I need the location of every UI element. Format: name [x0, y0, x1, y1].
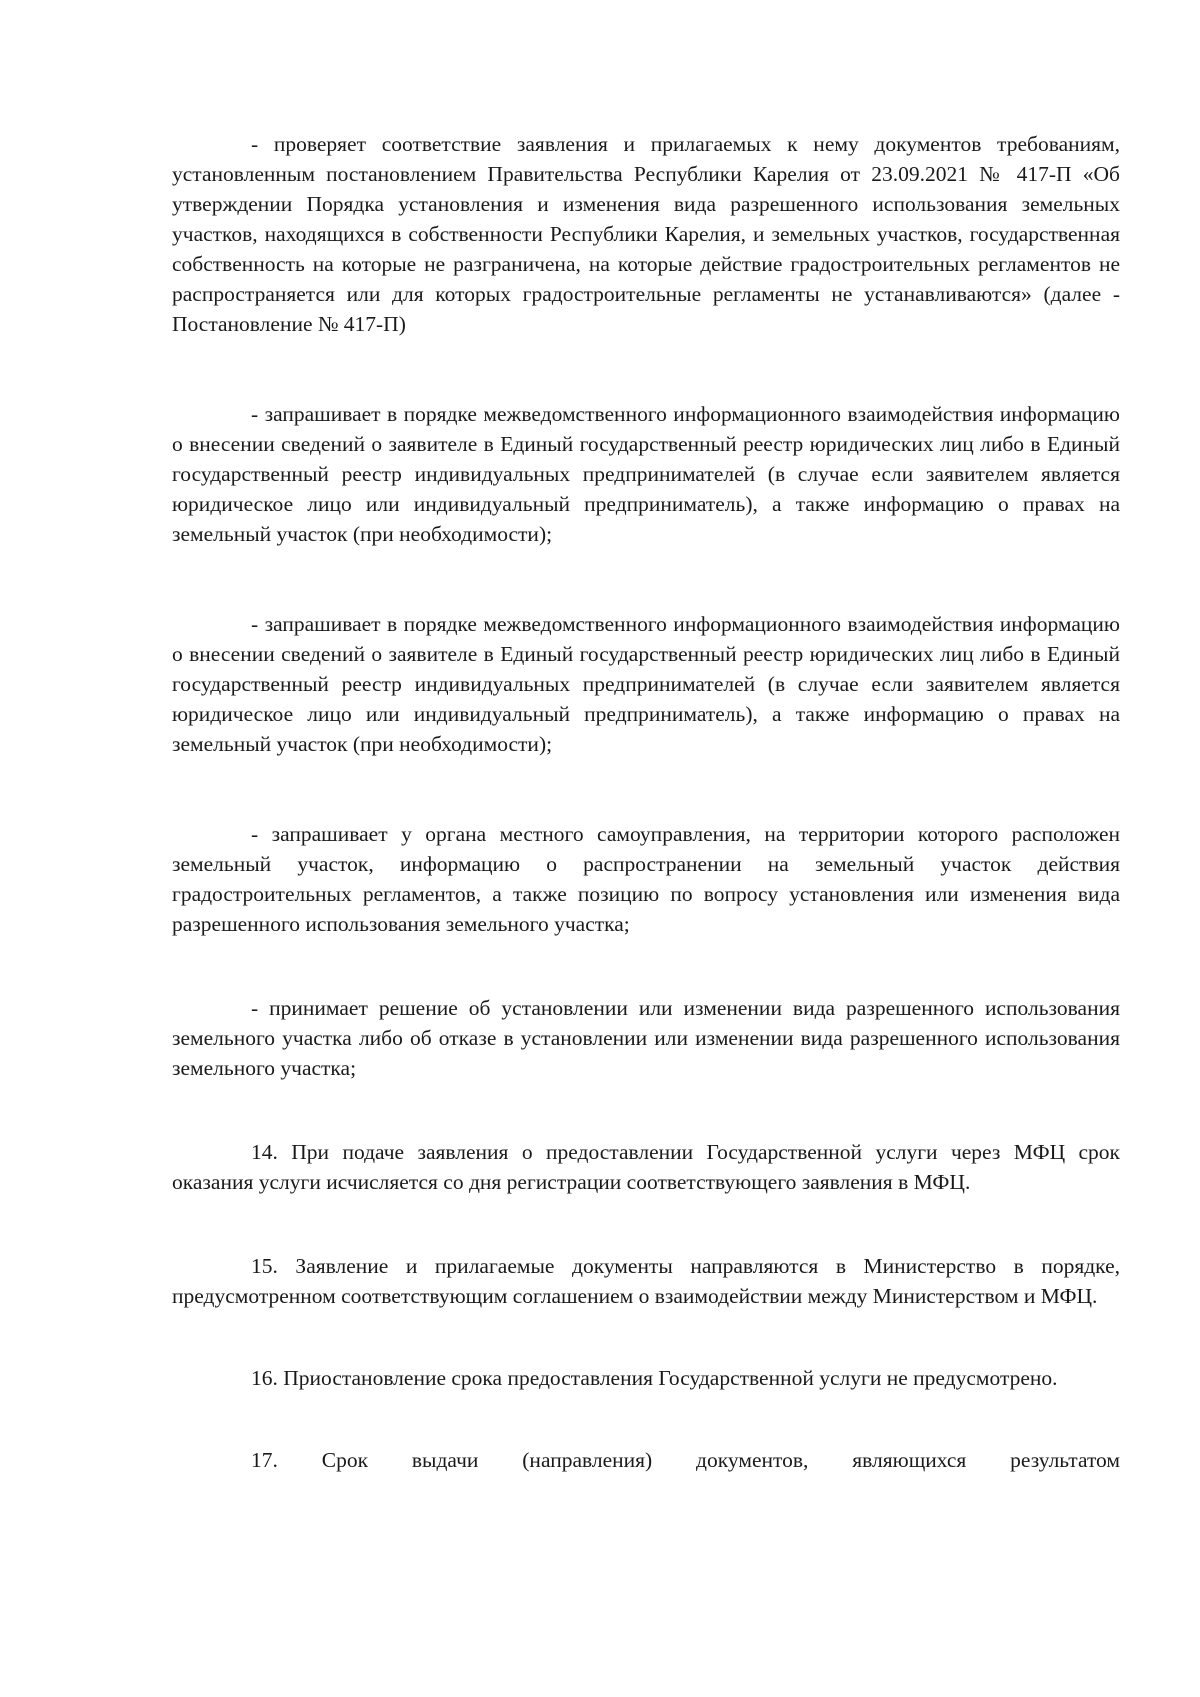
paragraph-item-16: 16. Приостановление срока предоставления Государственной услуги не предусмотрено. [251, 1366, 1058, 1390]
paragraph-interagency-request-1: - запрашивает в порядке межведомственного информационного взаимодействия информацию о внесении сведений о заявителе в Единый государственный реестр юридических лиц либо в Единый государственный реестр индивидуальных предпринимателей (в случае если заявителем является юридическое лицо или индивидуальный предприниматель), а также информацию о правах на земельный участок (при необходимости); [172, 402, 1120, 546]
paragraph-checks-compliance: - проверяет соответствие заявления и прилагаемых к нему документов требованиям, установленным постановлением Правительства Республики Карелия от 23.09.2021 № 417-П «Об утверждении Порядка установления и изменения вида разрешенного использования земельных участков, находящихся в собственности Республики Карелия, и земельных участков, государственная собственность на которые не разграничена, на которые действие градостроительных регламентов не распространяется или для которых градостроительные регламенты не устанавливаются» (далее - Постановление № 417-П) [172, 132, 1120, 336]
paragraph-item-14: 14. При подаче заявления о предоставлении Государственной услуги через МФЦ срок оказания услуги исчисляется со дня регистрации соответствующего заявления в МФЦ. [172, 1140, 1120, 1194]
paragraph-item-17: 17. Срок выдачи (направления) документов, являющихся результатом [251, 1448, 1120, 1472]
paragraph-local-government-request: - запрашивает у органа местного самоуправления, на территории которого расположен земельный участок, информацию о распространении на земельный участок действия градостроительных регламентов, а также позицию по вопросу установления или изменения вида разрешенного использования земельного участка; [172, 822, 1120, 936]
document-body [172, 129, 1120, 1475]
paragraph-interagency-request-2: - запрашивает в порядке межведомственного информационного взаимодействия информацию о внесении сведений о заявителе в Единый государственный реестр юридических лиц либо в Единый государственный реестр индивидуальных предпринимателей (в случае если заявителем является юридическое лицо или индивидуальный предприниматель), а также информацию о правах на земельный участок (при необходимости); [172, 612, 1120, 756]
paragraph-decision: - принимает решение об установлении или изменении вида разрешенного использования земельного участка либо об отказе в установлении или изменении вида разрешенного использования земельного участка; [172, 996, 1120, 1080]
paragraph-item-15: 15. Заявление и прилагаемые документы направляются в Министерство в порядке, предусмотренном соответствующим соглашением о взаимодействии между Министерством и МФЦ. [172, 1254, 1120, 1308]
